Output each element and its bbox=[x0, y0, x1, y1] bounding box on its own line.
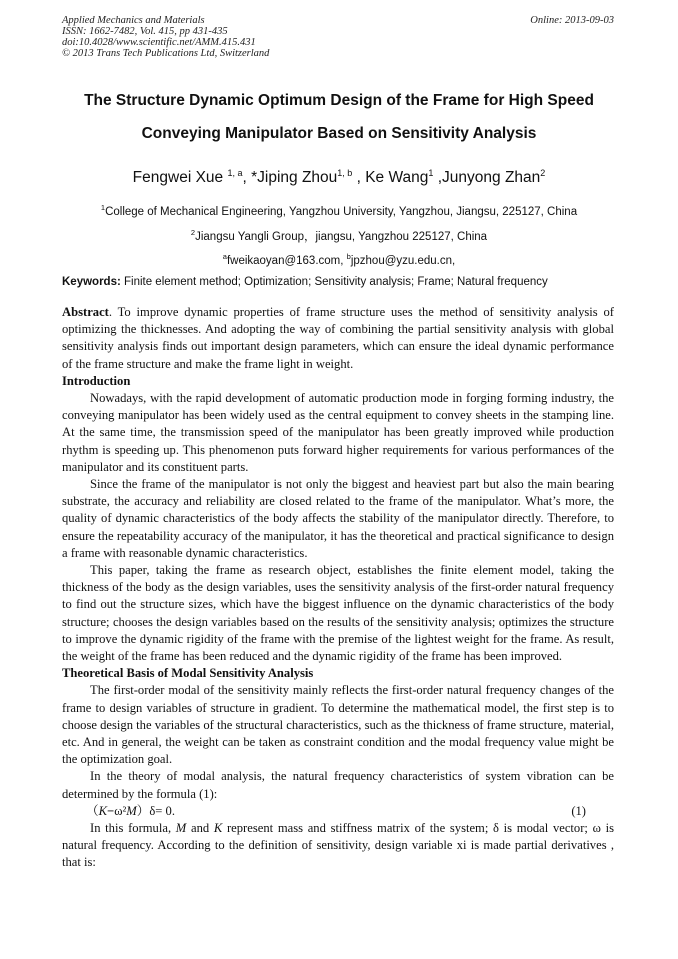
author-affiliation-mark: 1 bbox=[428, 168, 434, 178]
author-separator: , bbox=[433, 169, 443, 187]
keywords-line bbox=[62, 276, 622, 288]
doi-line[interactable]: doi:10.4028/www.scientific.net/AMM.415.431 bbox=[62, 37, 256, 48]
equation-stiffness-symbol: K bbox=[98, 803, 107, 818]
equation-mass-symbol: M bbox=[126, 803, 137, 818]
body-text bbox=[62, 304, 614, 872]
author-emails bbox=[40, 252, 638, 267]
issn-line: ISSN: 1662-7482, Vol. 415, pp 431-435 bbox=[62, 26, 228, 37]
online-date: Online: 2013-09-03 bbox=[530, 15, 614, 26]
paper-title-line-1: The Structure Dynamic Optimum Design of the Frame for High Speed bbox=[84, 92, 594, 109]
affiliation-1 bbox=[40, 203, 638, 218]
theory-paragraph-2: In the theory of modal analysis, the natural frequency characteristics of system vibration can be determined by the formula (1): bbox=[62, 769, 614, 801]
author-name: Fengwei Xue bbox=[132, 169, 224, 187]
author-separator: , bbox=[352, 169, 366, 187]
equation-open-paren: （ bbox=[86, 803, 99, 818]
email-mark: b bbox=[346, 252, 351, 261]
affiliation-mark: 2 bbox=[190, 228, 196, 238]
abstract-label: Abstract bbox=[62, 305, 109, 319]
author-affiliation-mark: 1, b bbox=[337, 168, 353, 178]
mass-symbol: M bbox=[175, 821, 187, 836]
email-link[interactable]: jpzhou@yzu.edu.cn, bbox=[350, 254, 456, 267]
theory-p3-text: In this formula, bbox=[90, 821, 176, 836]
copyright-line: © 2013 Trans Tech Publications Ltd, Switzerland bbox=[62, 48, 270, 59]
section-heading-introduction: Introduction bbox=[62, 373, 131, 388]
intro-paragraph-2: Since the frame of the manipulator is not only the biggest and heaviest part but also the main bearing substrate, the accuracy and reliability are closed related to the frame of the manipulator. What’s more, the quality of dynamic characteristics of the body affects the stability of the manipulator directly. Therefore, to ensure the repeatability accuracy of the manipulator, it has the theoretical and practical significance to design a frame with reasonable dynamic characteristics. bbox=[62, 477, 614, 560]
author-affiliation-mark: 2 bbox=[540, 168, 546, 178]
equation-omega-squared: ω² bbox=[114, 803, 127, 818]
author-name: Junyong Zhan bbox=[442, 169, 541, 187]
author-affiliation-mark: 1, a bbox=[227, 168, 243, 178]
paper-title-line-2: Conveying Manipulator Based on Sensitivity Analysis bbox=[141, 125, 537, 142]
journal-name: Applied Mechanics and Materials bbox=[62, 15, 205, 26]
section-heading-theory: Theoretical Basis of Modal Sensitivity Analysis bbox=[62, 666, 314, 681]
abstract-paragraph bbox=[62, 304, 614, 373]
equation-minus-sign: − bbox=[107, 803, 115, 818]
theory-paragraph-1: The first-order modal of the sensitivity mainly reflects the first-order natural frequency changes of the frame to design variables of structure in gradient. To determine the mathematical model, the first step is to choose design the variables of the structural characteristics, such as the thickness of frame structure, material, etc. And in general, the weight can be taken as constraint condition and the modal frequency value might be the optimization goal. bbox=[62, 683, 614, 767]
affiliation-text: Jiangsu Yangli Group，jiangsu, Yangzhou 225127, China bbox=[195, 231, 488, 243]
intro-paragraph-3: This paper, taking the frame as research object, establishes the finite element model, taking the thickness of the body as the design variables, uses the sensitivity analysis of the first-order natural frequency to find out the structure sizes, which have the biggest influence on the dynamic characteristics of the body structure; chooses the design variables based on the results of the sensitivity analysis; optimizes the structure to improve the dynamic rigidity of the frame with the premise of the lightest weight for the frame. As result, the weight of the frame has been reduced and the dynamic rigidity of the frame has been improved. bbox=[62, 563, 614, 664]
theory-p3-text: represent mass and stiffness matrix of the system; δ is modal vector; ω is natural frequency. According to the definition of sensitivity, design variable xi is made partial derivatives , that is: bbox=[62, 821, 614, 870]
abstract-text: . To improve dynamic properties of frame structure uses the method of sensitivity analysis of optimizing the thicknesses. And adopting the way of combining the partial sensitivity analysis with global sensitivity analysis finds out important design parameters, which can ensure the ideal dynamic performance of the frame structure and make the frame light in weight. bbox=[62, 305, 614, 371]
email-mark: a bbox=[222, 252, 227, 261]
equation-number: (1) bbox=[571, 803, 586, 818]
theory-paragraph-3 bbox=[62, 820, 614, 872]
stiffness-symbol: K bbox=[213, 821, 223, 836]
email-link[interactable]: fweikaoyan@163.com, bbox=[226, 254, 347, 267]
keywords-text: Finite element method; Optimization; Sensitivity analysis; Frame; Natural frequency bbox=[120, 276, 548, 288]
author-list bbox=[40, 168, 638, 187]
theory-p3-text: and bbox=[186, 821, 214, 836]
equation-1 bbox=[62, 803, 614, 820]
author-name: Ke Wang bbox=[365, 169, 429, 187]
affiliation-2 bbox=[40, 228, 638, 244]
equation-close: ）δ= 0. bbox=[136, 803, 175, 818]
keywords-label: Keywords: bbox=[62, 276, 121, 288]
author-separator: , bbox=[242, 169, 252, 187]
affiliation-text: College of Mechanical Engineering, Yangzhou University, Yangzhou, Jiangsu, 225127, China bbox=[105, 205, 578, 218]
author-name: *Jiping Zhou bbox=[251, 169, 338, 187]
intro-paragraph-1: Nowadays, with the rapid development of automatic production mode in forging forming industry, the conveying manipulator has been widely used as the central equipment to convey sheets in the stamping line. At the same time, the transmission speed of the manipulator has been greatly improved while production rhythm is speeding up. This phenomenon puts forward higher requirements for various performances of the manipulator and its constituent parts. bbox=[62, 391, 614, 474]
affiliation-mark: 1 bbox=[100, 203, 106, 212]
